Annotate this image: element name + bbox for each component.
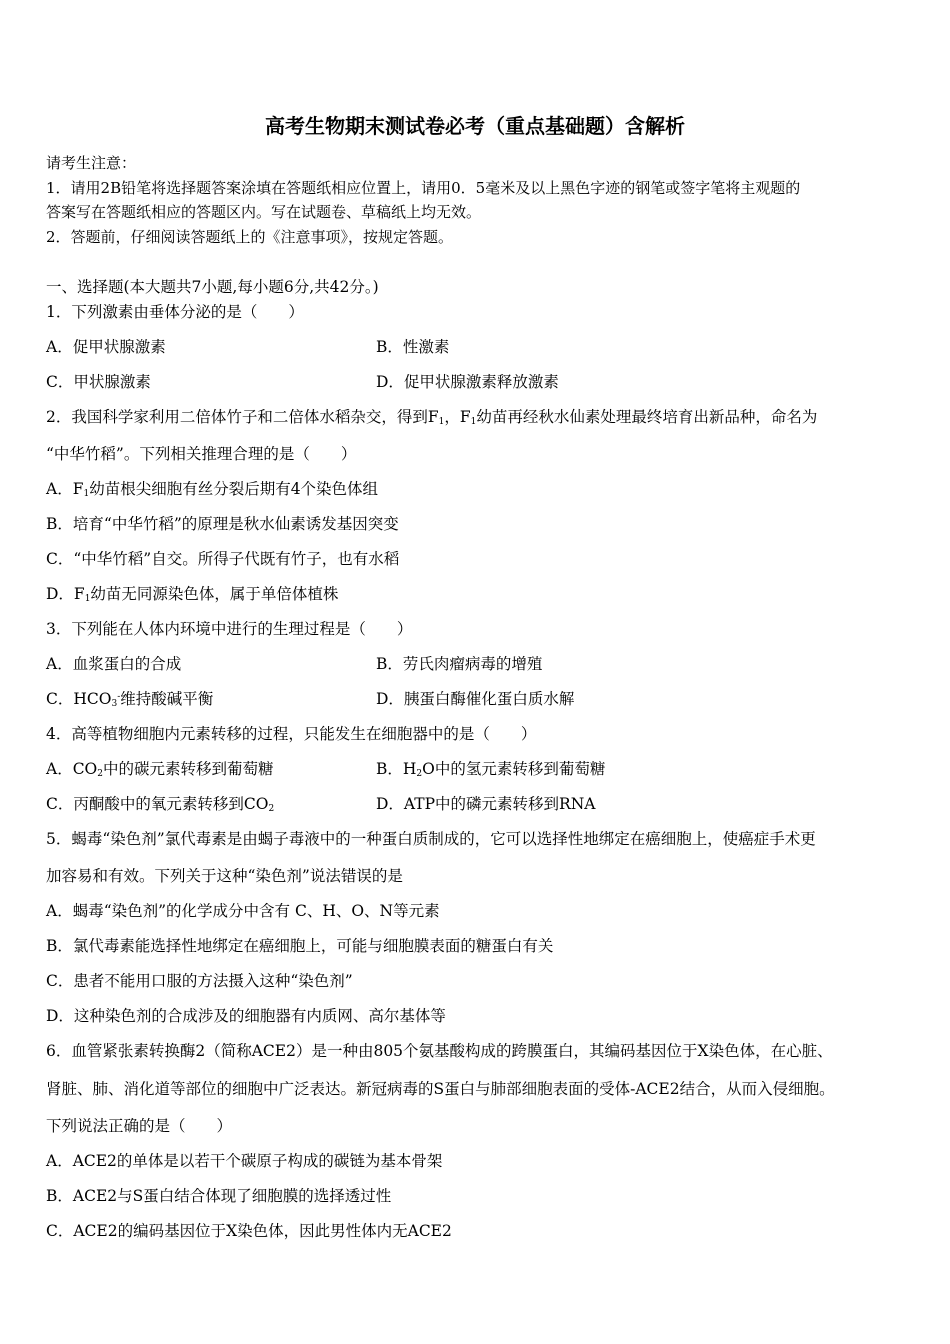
- question-4-option-c: C．丙酮酸中的氧元素转移到$CO_2$: [46, 795, 275, 814]
- question-5-option-b: B．氯代毒素能选择性地绑定在癌细胞上，可能与细胞膜表面的糖蛋白有关: [46, 937, 554, 955]
- question-4-option-b: B．$H_2O$中的氢元素转移到葡萄糖: [376, 760, 606, 779]
- question-6-option-a: A．ACE2的单体是以若干个碳原子构成的碳链为基本骨架: [46, 1152, 443, 1170]
- question-2-option-a: A．$F_1$幼苗根尖细胞有丝分裂后期有4个染色体组: [46, 480, 379, 499]
- question-2-option-c: C．“中华竹稻”自交。所得子代既有竹子，也有水稻: [46, 550, 400, 568]
- question-5-option-d: D．这种染色剂的合成涉及的细胞器有内质网、高尔基体等: [46, 1007, 446, 1025]
- question-5-stem-line-1: 5．蝎毒“染色剂”氯代毒素是由蝎子毒液中的一种蛋白质制成的，它可以选择性地绑定在癌细胞上，使癌症手术更: [46, 830, 816, 848]
- question-4-option-d: D．ATP中的磷元素转移到RNA: [376, 795, 596, 813]
- question-2-option-d: D．$F_1$幼苗无同源染色体，属于单倍体植株: [46, 585, 339, 604]
- notice-heading: 请考生注意：: [46, 154, 137, 172]
- question-2-stem-line-1: 2．我国科学家利用二倍体竹子和二倍体水稻杂交，得到$F_1$，$F_1$幼苗再经秋水仙素处理最终培育出新品种，命名为: [46, 408, 818, 427]
- question-3-option-c: C．$HCO_3^-$维持酸碱平衡: [46, 690, 214, 709]
- question-5-option-c: C．患者不能用口服的方法摄入这种“染色剂”: [46, 972, 353, 990]
- question-1-option-c: C．甲状腺激素: [46, 373, 151, 391]
- question-6-option-c: C．ACE2的编码基因位于X染色体，因此男性体内无ACE2: [46, 1222, 452, 1240]
- notice-line: 1．请用2B铅笔将选择题答案涂填在答题纸相应位置上，请用0．5毫米及以上黑色字迹的钢笔或签字笔将主观题的: [46, 178, 801, 197]
- question-4-option-a: A．$CO_2$中的碳元素转移到葡萄糖: [46, 760, 274, 779]
- question-3-stem: 3．下列能在人体内环境中进行的生理过程是（ ）: [46, 620, 413, 638]
- question-5-stem-line-2: 加容易和有效。下列关于这种“染色剂”说法错误的是: [46, 867, 403, 885]
- question-2-option-b: B．培育“中华竹稻”的原理是秋水仙素诱发基因突变: [46, 515, 399, 533]
- question-3-option-d: D．胰蛋白酶催化蛋白质水解: [376, 690, 575, 708]
- section-title: 一、选择题(本大题共7小题,每小题6分,共42分。): [46, 278, 379, 296]
- question-3-option-a: A．血浆蛋白的合成: [46, 655, 182, 673]
- question-6-option-b: B．ACE2与S蛋白结合体现了细胞膜的选择透过性: [46, 1187, 392, 1205]
- question-5-option-a: A．蝎毒“染色剂”的化学成分中含有 C、H、O、N等元素: [46, 902, 440, 920]
- question-1-option-a: A．促甲状腺激素: [46, 338, 166, 356]
- question-6-stem-line-2: 肾脏、肺、消化道等部位的细胞中广泛表达。新冠病毒的S蛋白与肺部细胞表面的受体-ACE2结合，从而入侵细胞。: [46, 1080, 835, 1098]
- question-2-stem-line-2: “中华竹稻”。下列相关推理合理的是（ ）: [46, 445, 357, 463]
- page-title: 高考生物期末测试卷必考（重点基础题）含解析: [265, 114, 685, 138]
- question-1-stem: 1．下列激素由垂体分泌的是（ ）: [46, 303, 304, 321]
- notice-line: 答案写在答题纸相应的答题区内。写在试题卷、草稿纸上均无效。: [46, 203, 482, 222]
- question-6-stem-line-3: 下列说法正确的是（ ）: [46, 1117, 233, 1135]
- notice-line: 2．答题前，仔细阅读答题纸上的《注意事项》，按规定答题。: [46, 228, 454, 247]
- notice-block: [46, 151, 904, 250]
- question-6-stem-line-1: 6．血管紧张素转换酶2（简称ACE2）是一种由805个氨基酸构成的跨膜蛋白，其编码基因位于X染色体，在心脏、: [46, 1042, 833, 1060]
- question-1-option-b: B．性激素: [376, 338, 450, 356]
- question-1-option-d: D．促甲状腺激素释放激素: [376, 373, 559, 391]
- question-4-stem: 4．高等植物细胞内元素转移的过程，只能发生在细胞器中的是（ ）: [46, 725, 537, 743]
- question-3-option-b: B．劳氏肉瘤病毒的增殖: [376, 655, 543, 673]
